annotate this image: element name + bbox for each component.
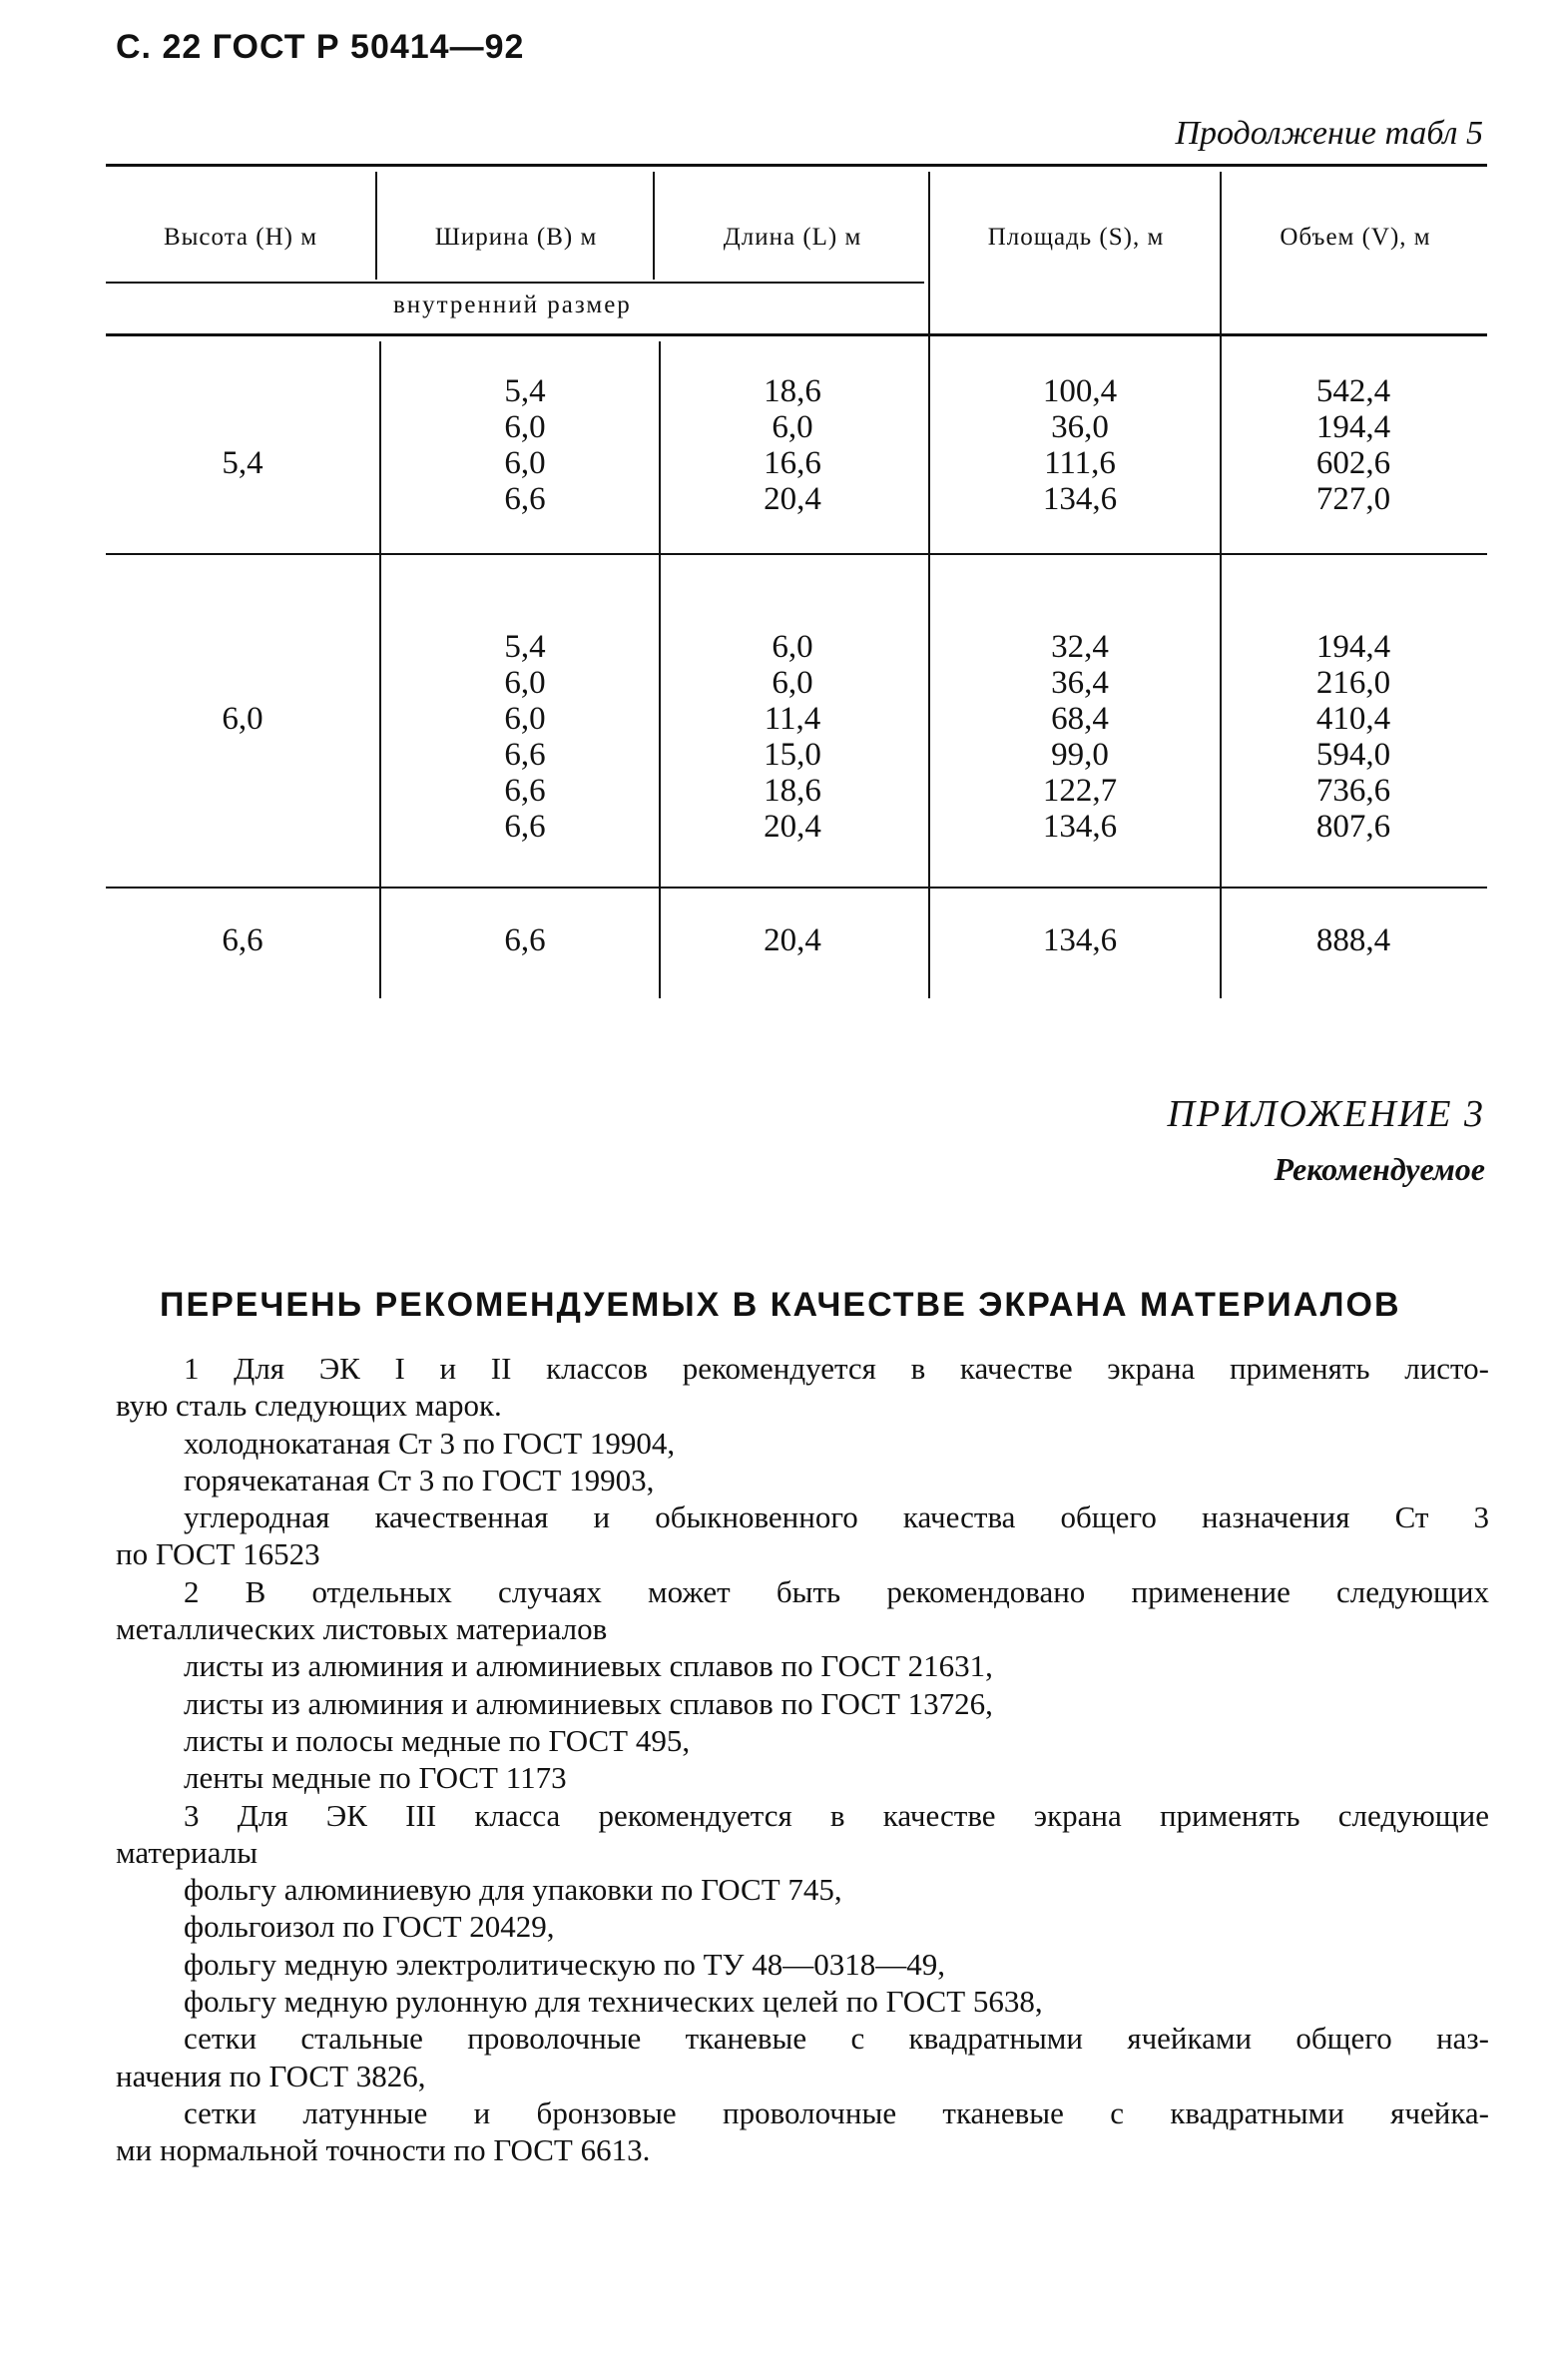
group-rule-2: [106, 887, 1487, 889]
row-group-2-length: 6,0 6,0 11,4 15,0 18,6 20,4: [764, 629, 821, 845]
col-rule-2b: [659, 341, 661, 998]
body-line: горячекатаная Ст 3 по ГОСТ 19903,: [184, 1462, 655, 1497]
body-line: холоднокатаная Ст 3 по ГОСТ 19904,: [184, 1425, 676, 1461]
body-line: 1 Для ЭК I и II классов рекомендуется в качестве экрана применять листо-: [184, 1351, 1489, 1386]
header-split-rule: [106, 282, 924, 284]
header-volume: Объем (V), м: [1280, 224, 1431, 251]
page-header: С. 22 ГОСТ Р 50414—92: [116, 28, 525, 66]
row-group-3-volume: 888,4: [1315, 922, 1391, 958]
row-group-1-height: 5,4: [222, 445, 263, 481]
header-inner-size: внутренний размер: [393, 292, 632, 318]
header-area: Площадь (S), м: [987, 224, 1165, 251]
row-group-2-height: 6,0: [222, 701, 263, 737]
body-line: листы из алюминия и алюминиевых сплавов по ГОСТ 13726,: [184, 1685, 993, 1721]
appendix-title: ПРИЛОЖЕНИЕ 3: [1167, 1093, 1485, 1135]
row-group-1-volume: 542,4 194,4 602,6 727,0: [1315, 373, 1391, 517]
body-line: ми нормальной точности по ГОСТ 6613.: [116, 2132, 651, 2168]
body-line: фольгу медную рулонную для технических целей по ГОСТ 5638,: [184, 1984, 1043, 2020]
body-line: начения по ГОСТ 3826,: [116, 2058, 426, 2093]
body-line: материалы: [116, 1834, 259, 1870]
body-line: сетки латунные и бронзовые проволочные тканевые с квадратными ячейка-: [184, 2094, 1489, 2130]
col-rule-3: [928, 172, 930, 998]
body-line: по ГОСТ 16523: [116, 1536, 320, 1572]
appendix-status: Рекомендуемое: [1274, 1151, 1485, 1187]
body-line: фольгу медную электролитическую по ТУ 48—0318—49,: [184, 1946, 945, 1982]
col-rule-1: [375, 172, 377, 280]
body-line: сетки стальные проволочные тканевые с квадратными ячейками общего наз-: [184, 2021, 1489, 2057]
body-line: углеродная качественная и обыкновенного качества общего назначения Ст 3: [184, 1499, 1489, 1535]
body-line: 3 Для ЭК III класса рекомендуется в качестве экрана применять следующие: [184, 1797, 1489, 1833]
body-line: фольгу алюминиевую для упаковки по ГОСТ 745,: [184, 1872, 842, 1908]
row-group-2-area: 32,4 36,4 68,4 99,0 122,7 134,6: [1042, 629, 1118, 845]
row-group-3-length: 20,4: [764, 922, 821, 958]
row-group-2-volume: 194,4 216,0 410,4 594,0 736,6 807,6: [1315, 629, 1391, 845]
col-rule-2: [653, 172, 655, 280]
body-line: ленты медные по ГОСТ 1173: [184, 1760, 567, 1796]
header-width: Ширина (B) м: [434, 224, 598, 251]
header-height: Высота (H) м: [163, 224, 318, 251]
table-top-rule: [106, 164, 1487, 167]
body-line: листы из алюминия и алюминиевых сплавов по ГОСТ 21631,: [184, 1648, 993, 1684]
header-bottom-rule: [106, 333, 1487, 336]
section-title: ПЕРЕЧЕНЬ РЕКОМЕНДУЕМЫХ В КАЧЕСТВЕ ЭКРАНА МАТЕРИАЛОВ: [160, 1286, 1401, 1324]
row-group-2-width: 5,4 6,0 6,0 6,6 6,6 6,6: [504, 629, 546, 845]
row-group-3-width: 6,6: [504, 922, 546, 958]
body-line: металлических листовых материалов: [116, 1611, 608, 1647]
row-group-1-width: 5,4 6,0 6,0 6,6: [504, 373, 546, 517]
row-group-1-area: 100,4 36,0 111,6 134,6: [1042, 373, 1118, 517]
body-line: вую сталь следующих марок.: [116, 1388, 502, 1424]
body-line: листы и полосы медные по ГОСТ 495,: [184, 1722, 691, 1758]
row-group-3-area: 134,6: [1042, 922, 1118, 958]
table-caption: Продолжение табл 5: [1175, 115, 1483, 152]
group-rule-1: [106, 553, 1487, 555]
materials-list: [116, 1350, 1489, 2169]
col-rule-4: [1220, 172, 1222, 998]
body-line: фольгоизол по ГОСТ 20429,: [184, 1909, 555, 1945]
row-group-3-height: 6,6: [222, 922, 263, 958]
col-rule-1b: [379, 341, 381, 998]
body-line: 2 В отдельных случаях может быть рекомендовано применение следующих: [184, 1573, 1489, 1609]
header-length: Длина (L) м: [723, 224, 862, 251]
dimensions-table: [106, 164, 1487, 998]
row-group-1-length: 18,6 6,0 16,6 20,4: [764, 373, 821, 517]
